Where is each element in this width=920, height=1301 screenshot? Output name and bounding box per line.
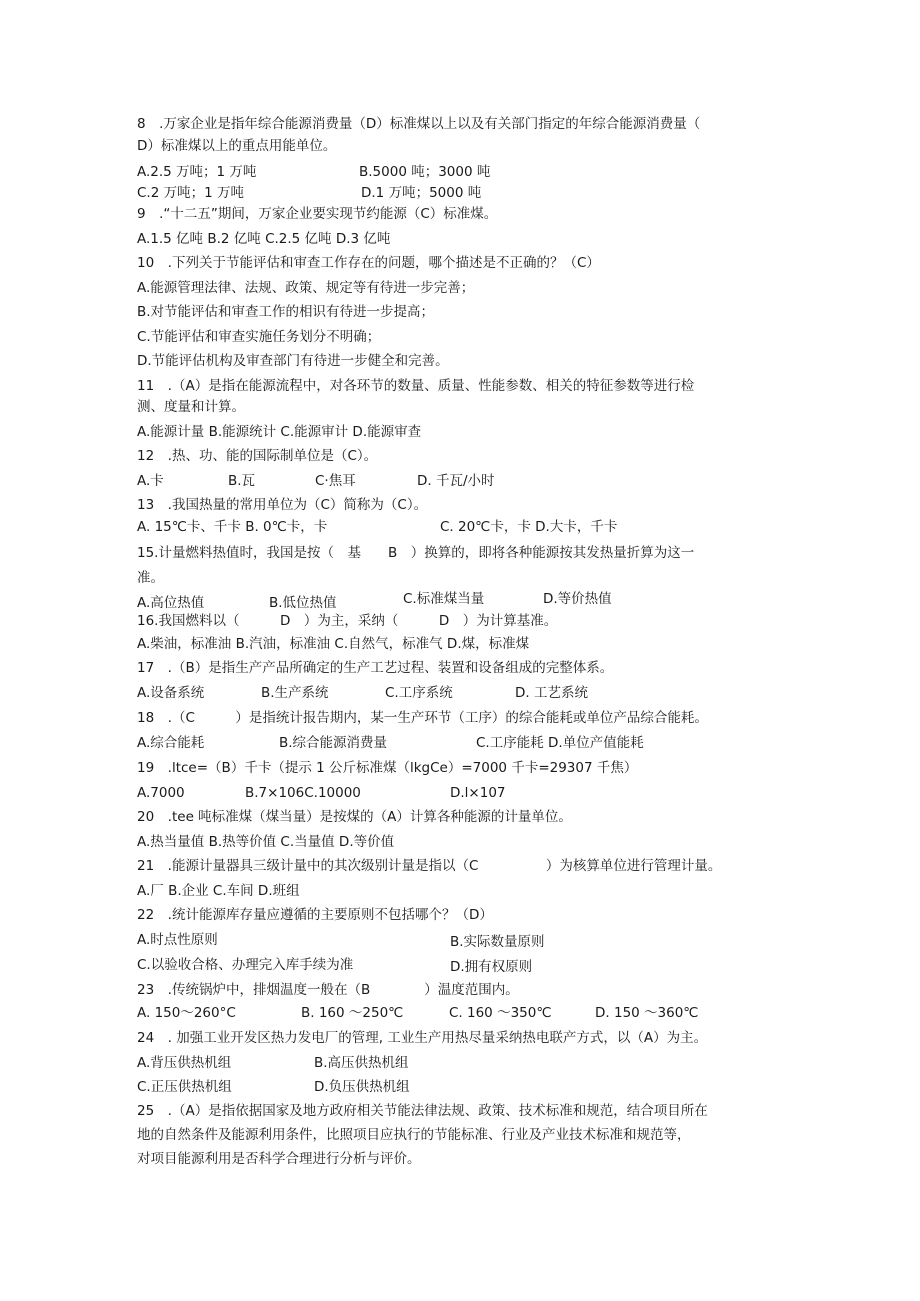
q8-option-b: B.5000 吨；3000 吨 — [359, 164, 491, 180]
q8-option-d: D.1 万吨；5000 吨 — [361, 185, 482, 201]
q19-stem: 19 .ltce=（B）千卡（提示 1 公斤标准煤（lkgCe）=7000 千卡=29307 千焦） — [137, 760, 638, 776]
q16-options: A.柴油，标准油 B.汽油，标准油 C.自然气，标准气 D.煤，标准煤 — [137, 636, 530, 652]
q12-option-d: D. 千瓦/小时 — [417, 473, 495, 489]
q8-stem-line2: D）标准煤以上的重点用能单位。 — [137, 138, 337, 154]
q21-stem: 21 .能源计量器具三级计量中的其次级别计量是指以（C ）为核算单位进行管理计量。 — [137, 858, 722, 874]
q15-option-d: D.等价热值 — [543, 591, 612, 607]
q18-option-a: A.综合能耗 — [137, 735, 205, 751]
q15-option-a: A.高位热值 — [137, 595, 205, 611]
q17-option-c: C.工序系统 — [385, 685, 453, 701]
q21-options: A.厂 B.企业 C.车间 D.班组 — [137, 883, 300, 899]
q13-options-ab: A. 15℃卡、千卡 B. 0℃卡，卡 — [137, 519, 328, 535]
q22-option-a: A.时点性原则 — [137, 932, 218, 948]
q22-option-b: B.实际数量原则 — [450, 934, 545, 950]
q10-option-c: C.节能评估和审查实施任务划分不明确； — [137, 329, 381, 345]
q17-option-b: B.生产系统 — [261, 685, 329, 701]
q22-option-c: C.以验收合格、办理完入库手续为准 — [137, 957, 354, 973]
q12-option-c: C·焦耳 — [315, 473, 356, 489]
q15-stem-line2: 准。 — [137, 570, 164, 586]
q18-option-b: B.综合能源消费量 — [279, 735, 388, 751]
q22-option-d: D.拥有权原则 — [450, 959, 533, 975]
q9-options: A.1.5 亿吨 B.2 亿吨 C.2.5 亿吨 D.3 亿吨 — [137, 231, 391, 247]
q25-stem-line3: 对项目能源利用是否科学合理进行分析与评价。 — [137, 1151, 421, 1167]
q8-option-a: A.2.5 万吨；1 万吨 — [137, 164, 257, 180]
q24-option-a: A.背压供热机组 — [137, 1055, 232, 1071]
q8-stem-line1: 8 .万家企业是指年综合能源消费量（D）标准煤以上以及有关部门指定的年综合能源消费量（ — [137, 116, 701, 132]
q16-stem: 16.我国燃料以（ D ）为主，采纳（ D ）为计算基准。 — [137, 613, 558, 629]
q11-options: A.能源计量 B.能源统计 C.能源审计 D.能源审查 — [137, 424, 422, 440]
q17-stem: 17 .（B）是指生产产品所确定的生产工艺过程、装置和设备组成的完整体系。 — [137, 660, 614, 676]
q10-stem: 10 .下列关于节能评估和审查工作存在的问题，哪个描述是不正确的？（C） — [137, 255, 600, 271]
q18-stem: 18 .（C ）是指统计报告期内，某一生产环节（工序）的综合能耗或单位产品综合能耗。 — [137, 710, 708, 726]
q24-stem: 24 . 加强工业开发区热力发电厂的管理, 工业生产用热尽量采纳热电联产方式，以（A）为主。 — [137, 1030, 708, 1046]
q13-stem: 13 .我国热量的常用单位为（C）简称为（C）。 — [137, 497, 428, 513]
q9-stem: 9 .“十二五”期间，万家企业要实现节约能源（C）标准煤。 — [137, 206, 498, 222]
q23-stem: 23 .传统锅炉中，排烟温度一般在（B ）温度范围内。 — [137, 982, 519, 998]
q23-option-d: D. 150 ～360℃ — [595, 1005, 699, 1021]
q17-option-a: A.设备系统 — [137, 685, 205, 701]
q11-stem-line2: 测、度量和计算。 — [137, 399, 245, 415]
q11-stem-line1: 11 .（A）是指在能源流程中，对各环节的数量、质量、性能参数、相关的特征参数等进行检 — [137, 378, 695, 394]
q19-option-d: D.l×107 — [450, 785, 506, 801]
q20-stem: 20 .tee 吨标准煤（煤当量）是按煤的（A）计算各种能源的计量单位。 — [137, 809, 572, 825]
q25-stem-line2: 地的自然条件及能源利用条件，比照项目应执行的节能标准、行业及产业技术标准和规范等， — [137, 1127, 691, 1143]
q19-option-a: A.7000 — [137, 785, 185, 801]
q10-option-b: B.对节能评估和审查工作的相识有待进一步提高； — [137, 304, 435, 320]
q18-options-cd: C.工序能耗 D.单位产值能耗 — [476, 735, 644, 751]
q15-option-b: B.低位热值 — [269, 595, 337, 611]
q8-option-c: C.2 万吨；1 万吨 — [137, 185, 244, 201]
q12-option-a: A.卡 — [137, 473, 164, 489]
q23-option-b: B. 160 ～250℃ — [301, 1005, 404, 1021]
q13-options-cd: C. 20℃卡，卡 D.大卡，千卡 — [440, 519, 618, 535]
q23-option-c: C. 160 ～350℃ — [449, 1005, 552, 1021]
q24-option-d: D.负压供热机组 — [314, 1079, 410, 1095]
q17-option-d: D. 工艺系统 — [515, 685, 588, 701]
q20-options: A.热当量值 B.热等价值 C.当量值 D.等价值 — [137, 834, 395, 850]
q12-stem: 12 .热、功、能的国际制单位是（C）。 — [137, 448, 378, 464]
q24-option-c: C.正压供热机组 — [137, 1079, 232, 1095]
q22-stem: 22 .统计能源库存量应遵循的主要原则不包括哪个？（D） — [137, 907, 493, 923]
q15-stem-line1: 15.计量燃料热值时，我国是按（ 基 B ）换算的，即将各种能源按其发热量折算为这一 — [137, 545, 695, 561]
q23-option-a: A. 150～260°C — [137, 1005, 236, 1021]
q19-options-bc: B.7×106C.10000 — [245, 785, 361, 801]
q24-option-b: B.高压供热机组 — [314, 1055, 409, 1071]
q12-option-b: B.瓦 — [228, 473, 256, 489]
q10-option-d: D.节能评估机构及审查部门有待进一步健全和完善。 — [137, 353, 449, 369]
q25-stem-line1: 25 .（A）是指依据国家及地方政府相关节能法律法规、政策、技术标准和规范，结合项目所在 — [137, 1103, 708, 1119]
q10-option-a: A.能源管理法律、法规、政策、规定等有待进一步完善； — [137, 280, 475, 296]
q15-option-c: C.标准煤当量 — [403, 591, 485, 607]
